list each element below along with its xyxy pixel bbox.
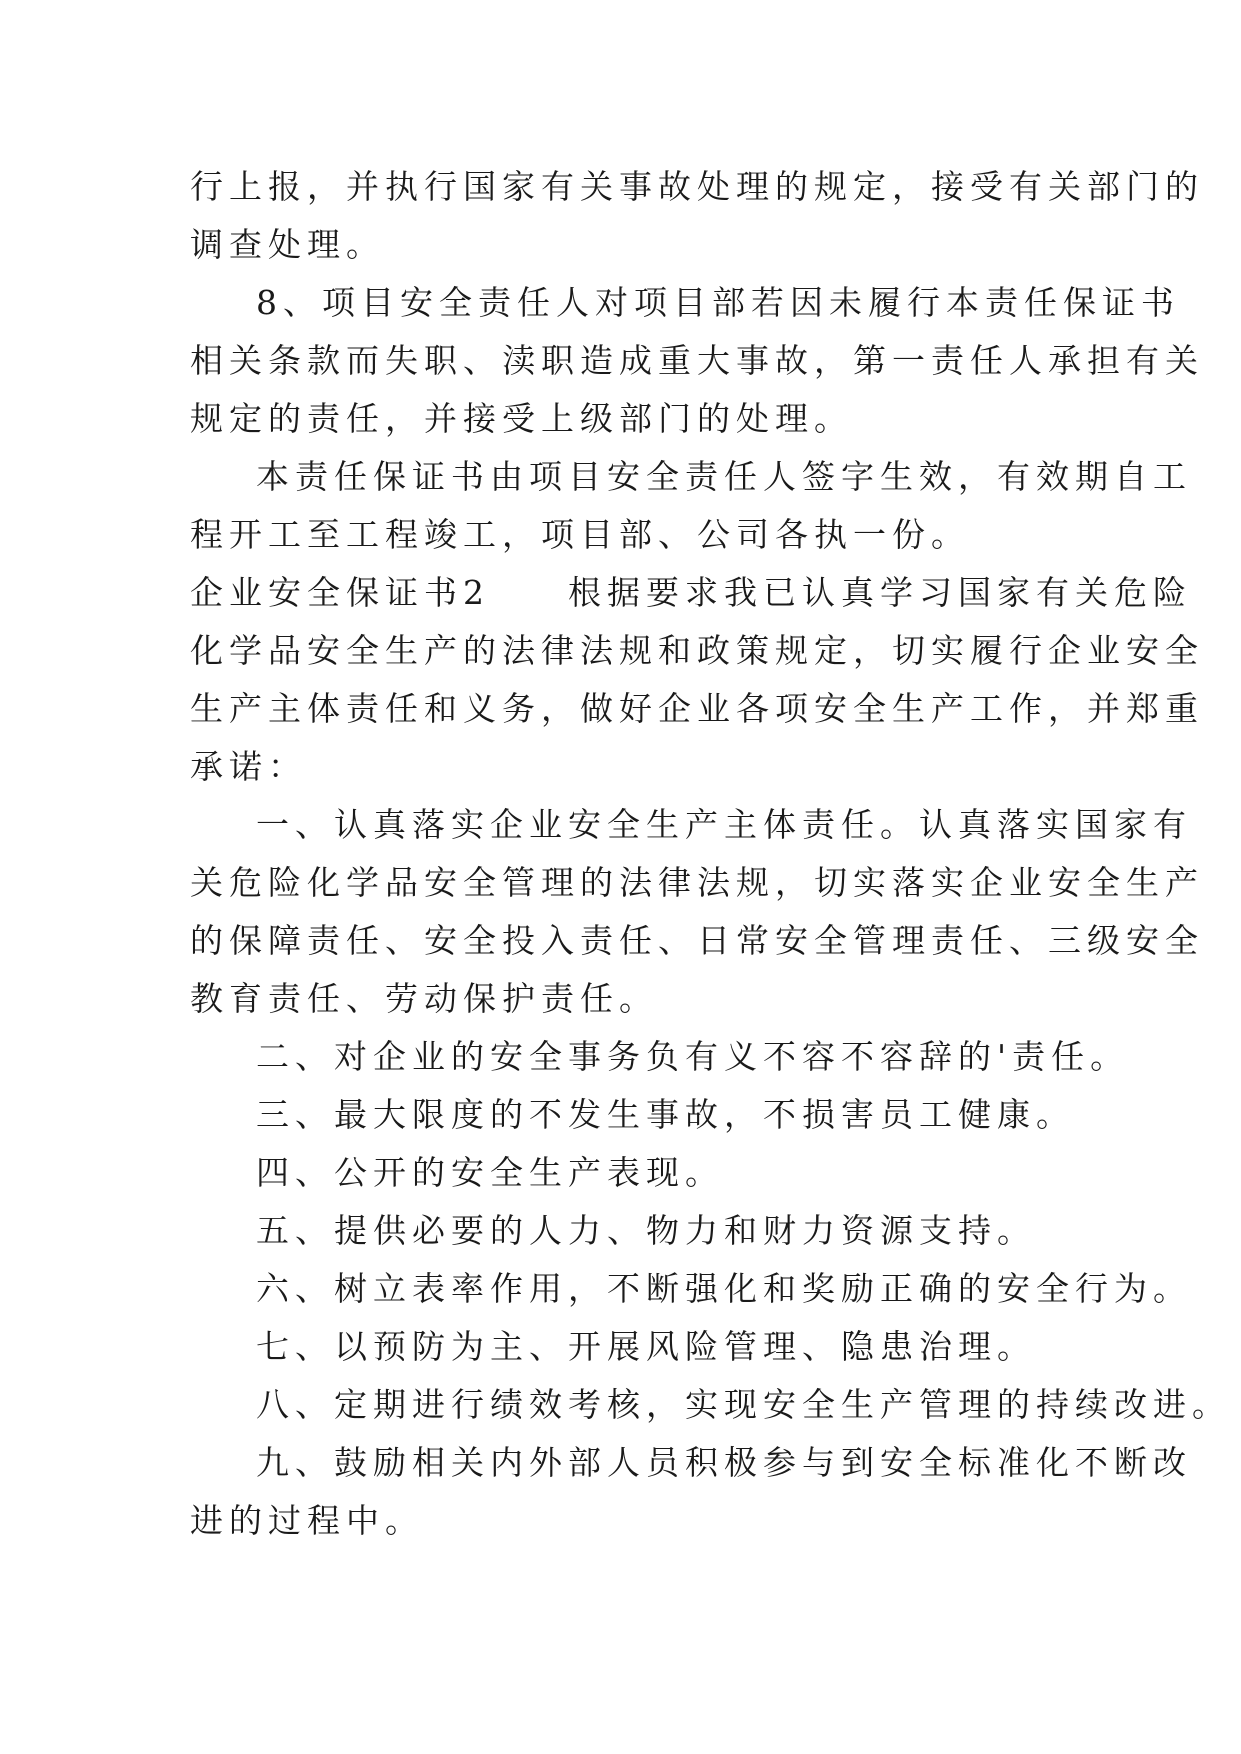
body-line: 调查处理。 (190, 225, 385, 264)
commitment-item-1: 一、认真落实企业安全生产主体责任。认真落实国家有 (256, 805, 1192, 844)
body-line: 生产主体责任和义务，做好企业各项安全生产工作，并郑重 (190, 689, 1204, 728)
commitment-item-3: 三、最大限度的不发生事故，不损害员工健康。 (256, 1095, 1075, 1134)
commitment-item-5: 五、提供必要的人力、物力和财力资源支持。 (256, 1211, 1036, 1250)
commitment-item-8: 八、定期进行绩效考核，实现安全生产管理的持续改进。 (256, 1385, 1231, 1424)
document-body (190, 158, 1231, 1550)
body-line: 的保障责任、安全投入责任、日常安全管理责任、三级安全 (190, 921, 1204, 960)
paragraph-item-8: 8、项目安全责任人对项目部若因未履行本责任保证书 (256, 283, 1180, 322)
commitment-item-4: 四、公开的安全生产表现。 (256, 1153, 724, 1192)
commitment-item-2: 二、对企业的安全事务负有义不容不容辞的'责任。 (256, 1037, 1130, 1076)
commitment-item-7: 七、以预防为主、开展风险管理、隐患治理。 (256, 1327, 1036, 1366)
commitment-item-9: 九、鼓励相关内外部人员积极参与到安全标准化不断改 (256, 1443, 1192, 1482)
validity-paragraph: 本责任保证书由项目安全责任人签字生效，有效期自工 (256, 457, 1192, 496)
body-line: 相关条款而失职、渎职造成重大事故，第一责任人承担有关 (190, 341, 1204, 380)
body-line: 教育责任、劳动保护责任。 (190, 979, 658, 1018)
body-line: 承诺： (190, 747, 307, 786)
body-line: 行上报，并执行国家有关事故处理的规定，接受有关部门的 (190, 167, 1204, 206)
body-line: 程开工至工程竣工，项目部、公司各执一份。 (190, 515, 970, 554)
section-title-line: 企业安全保证书2 根据要求我已认真学习国家有关危险 (190, 573, 1192, 612)
body-line: 化学品安全生产的法律法规和政策规定，切实履行企业安全 (190, 631, 1204, 670)
commitment-item-6: 六、树立表率作用，不断强化和奖励正确的安全行为。 (256, 1269, 1192, 1308)
body-line: 进的过程中。 (190, 1501, 424, 1540)
body-line: 规定的责任，并接受上级部门的处理。 (190, 399, 853, 438)
body-line: 关危险化学品安全管理的法律法规，切实落实企业安全生产 (190, 863, 1204, 902)
